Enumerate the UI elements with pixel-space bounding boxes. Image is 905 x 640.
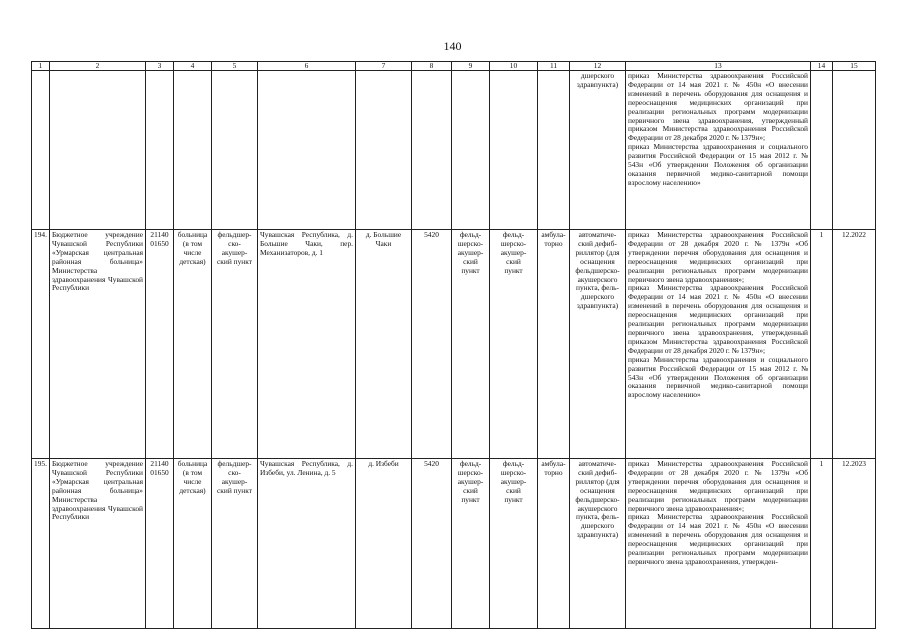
care-conditions: амбула- торно [538,459,570,629]
delivery-date: 12.2023 [833,459,876,629]
row-number: 195. [32,459,50,629]
org-code [146,71,174,230]
column-header: 9 [452,62,490,71]
organization-name: Бюджетное учреждение Чувашской Республики «Урмарская центральная районная больница» Министерства здравоохранения Чувашской Республики [50,230,146,459]
page-number: 140 [443,39,462,53]
unit-profile: фельд- шерско- акушер- ский пункт [490,230,538,459]
population: 5420 [412,230,452,459]
settlement: д. Большие Чаки [356,230,412,459]
equipment-name: дшерского здравпункта) [570,71,626,230]
column-header: 15 [833,62,876,71]
address: Чувашская Республика, д. Избеби, ул. Ленина, д. 5 [258,459,356,629]
unit-profile [490,71,538,230]
unit-type: фельд- шерско- акушер- ский пункт [452,230,490,459]
column-header: 3 [146,62,174,71]
organization-name: Бюджетное учреждение Чувашской Республики «Урмарская центральная районная больница» Министерства здравоохранения Чувашской Республики [50,459,146,629]
table-row [32,459,876,629]
column-header: 1 [32,62,50,71]
unit-type: фельд- шерско- акушер- ский пункт [452,459,490,629]
care-conditions [538,71,570,230]
column-header: 4 [174,62,212,71]
legal-basis: приказ Министерства здравоохранения Российской Федерации от 14 мая 2021 г. № 450н «О внесении изменений в перечень оборудования для оснащения и переоснащения медицинских организаций при реализации региональных программ модернизации первичного звена здравоохранения, утвержденный приказом Министерства здравоохранения Российской Федерации от 28 декабря 2020 г. № 1379н»; приказ Министерства здравоохранения и социального развития Российской Федерации от 15 мая 2012 г. № 543н «Об утверждении Положения об организации оказания первичной медико-санитарной помощи взрослому населению» [626,71,811,230]
quantity: 1 [811,459,833,629]
settlement: д. Избеби [356,459,412,629]
facility-type: больница (в том числе детская) [174,230,212,459]
equipment-name: автоматиче- ский дефиб- риллятор (для оснащения фельдшерско- акушерского пункта, фель- дшерского здравпункта) [570,459,626,629]
table-row [32,71,876,230]
column-header: 8 [412,62,452,71]
unit-profile: фельд- шерско- акушер- ский пункт [490,459,538,629]
facility-subtype: фельдшер- ско- акушер- ский пункт [212,230,258,459]
facility-type [174,71,212,230]
org-code: 21140 01650 [146,230,174,459]
facility-type: больница (в том числе детская) [174,459,212,629]
facility-subtype [212,71,258,230]
delivery-date [833,71,876,230]
facility-subtype: фельдшер- ско- акушер- ский пункт [212,459,258,629]
column-header: 10 [490,62,538,71]
column-header: 13 [626,62,811,71]
column-header: 12 [570,62,626,71]
column-header: 11 [538,62,570,71]
column-header: 14 [811,62,833,71]
quantity [811,71,833,230]
legal-basis: приказ Министерства здравоохранения Российской Федерации от 28 декабря 2020 г. № 1379н «Об утверждении перечня оборудования для оснащения и переоснащения медицинских организаций при реализации региональных программ модернизации первичного звена здравоохранения»; приказ Министерства здравоохранения Российской Федерации от 14 мая 2021 г. № 450н «О внесении изменений в перечень оборудования для оснащения и переоснащения медицинских организаций при реализации региональных программ модернизации первичного звена здравоохранения, утвержден- [626,459,811,629]
row-number: 194. [32,230,50,459]
organization-name [50,71,146,230]
column-header: 5 [212,62,258,71]
population: 5420 [412,459,452,629]
equipment-name: автоматиче- ский дефиб- риллятор (для оснащения фельдшерско- акушерского пункта, фель- дшерского здравпункта) [570,230,626,459]
care-conditions: амбула- торно [538,230,570,459]
column-header-row [32,62,876,71]
table-row [32,230,876,459]
org-code: 21140 01650 [146,459,174,629]
address: Чувашская Республика, д. Большие Чаки, пер. Механизаторов, д. 1 [258,230,356,459]
unit-type [452,71,490,230]
address [258,71,356,230]
column-header: 2 [50,62,146,71]
column-header: 6 [258,62,356,71]
legal-basis: приказ Министерства здравоохранения Российской Федерации от 28 декабря 2020 г. № 1379н «Об утверждении перечня оборудования для оснащения и переоснащения медицинских организаций при реализации региональных программ модернизации первичного звена здравоохранения»; приказ Министерства здравоохранения Российской Федерации от 14 мая 2021 г. № 450н «О внесении изменений в перечень оборудования для оснащения и переоснащения медицинских организаций при реализации региональных программ модернизации первичного звена здравоохранения, утвержденный приказом Министерства здравоохранения Российской Федерации от 28 декабря 2020 г. № 1379н»; приказ Министерства здравоохранения и социального развития Российской Федерации от 15 мая 2012 г. № 543н «Об утверждении Положения об организации оказания первичной медико-санитарной помощи взрослому населению» [626,230,811,459]
population [412,71,452,230]
equipment-table [31,61,876,629]
delivery-date: 12.2022 [833,230,876,459]
settlement [356,71,412,230]
column-header: 7 [356,62,412,71]
quantity: 1 [811,230,833,459]
row-number [32,71,50,230]
